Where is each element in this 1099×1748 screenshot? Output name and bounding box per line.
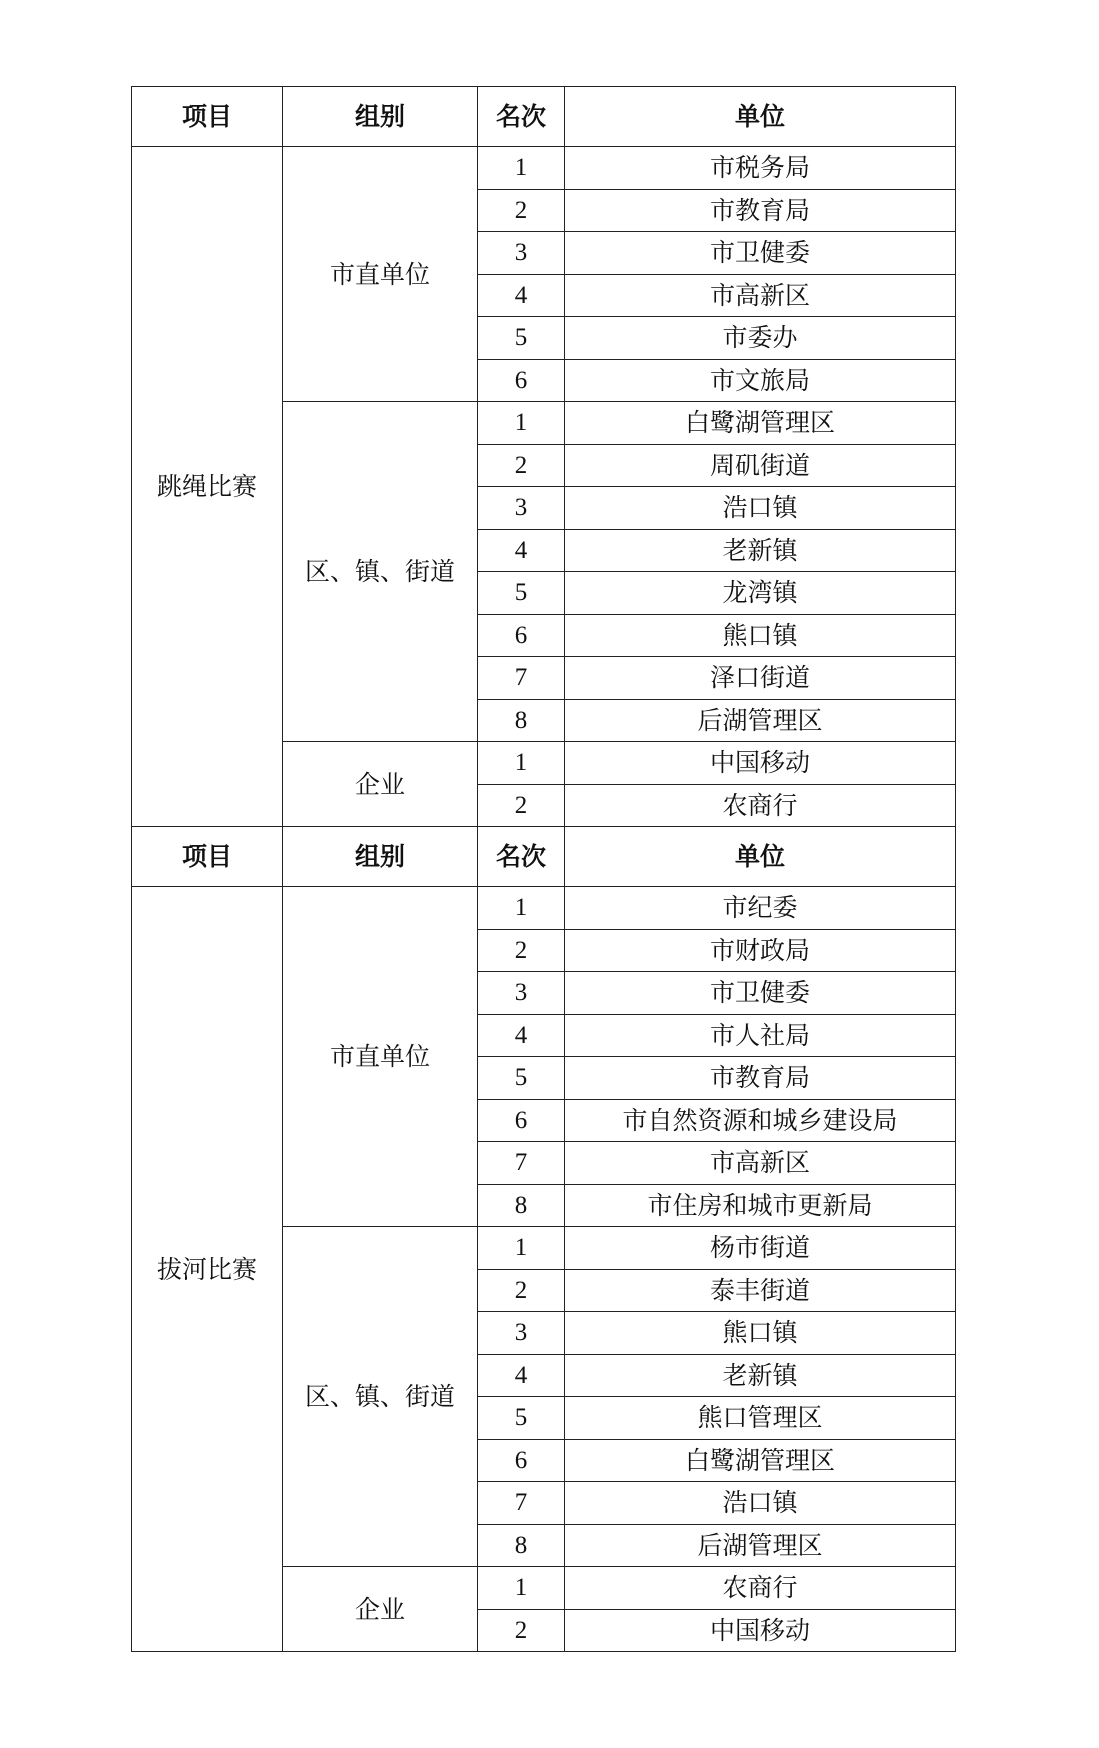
rank-cell: 7 (478, 1482, 565, 1525)
rank-cell: 4 (478, 274, 565, 317)
rank-cell: 1 (478, 402, 565, 445)
rank-cell: 2 (478, 1269, 565, 1312)
rank-cell: 2 (478, 189, 565, 232)
unit-cell: 老新镇 (565, 1354, 956, 1397)
group-cell: 区、镇、街道 (283, 402, 478, 742)
unit-cell: 中国移动 (565, 1609, 956, 1652)
rank-cell: 4 (478, 1014, 565, 1057)
header-group: 组别 (283, 87, 478, 147)
rank-cell: 1 (478, 1567, 565, 1610)
unit-cell: 市教育局 (565, 189, 956, 232)
unit-cell: 市税务局 (565, 147, 956, 190)
unit-cell: 农商行 (565, 784, 956, 827)
rank-cell: 6 (478, 359, 565, 402)
unit-cell: 龙湾镇 (565, 572, 956, 615)
unit-cell: 后湖管理区 (565, 1524, 956, 1567)
unit-cell: 市住房和城市更新局 (565, 1184, 956, 1227)
group-cell: 市直单位 (283, 887, 478, 1227)
unit-cell: 农商行 (565, 1567, 956, 1610)
rank-cell: 1 (478, 147, 565, 190)
rank-cell: 7 (478, 1142, 565, 1185)
unit-cell: 浩口镇 (565, 1482, 956, 1525)
header-unit: 单位 (565, 827, 956, 887)
unit-cell: 熊口镇 (565, 1312, 956, 1355)
unit-cell: 市自然资源和城乡建设局 (565, 1099, 956, 1142)
rank-cell: 2 (478, 1609, 565, 1652)
unit-cell: 周矶街道 (565, 444, 956, 487)
rank-cell: 5 (478, 1397, 565, 1440)
unit-cell: 后湖管理区 (565, 699, 956, 742)
header-row (132, 87, 956, 147)
unit-cell: 泰丰街道 (565, 1269, 956, 1312)
rank-cell: 8 (478, 1524, 565, 1567)
rank-cell: 2 (478, 444, 565, 487)
unit-cell: 市卫健委 (565, 232, 956, 275)
table-row (132, 147, 956, 190)
header-row (132, 827, 956, 887)
rank-cell: 6 (478, 1439, 565, 1482)
rank-cell: 7 (478, 657, 565, 700)
rank-cell: 3 (478, 232, 565, 275)
rank-cell: 1 (478, 1227, 565, 1270)
group-cell: 区、镇、街道 (283, 1227, 478, 1567)
rank-cell: 2 (478, 929, 565, 972)
header-group: 组别 (283, 827, 478, 887)
unit-cell: 市高新区 (565, 1142, 956, 1185)
unit-cell: 泽口街道 (565, 657, 956, 700)
rank-cell: 3 (478, 972, 565, 1015)
project-cell: 跳绳比赛 (132, 147, 283, 827)
rank-cell: 1 (478, 742, 565, 785)
header-rank: 名次 (478, 87, 565, 147)
rank-cell: 5 (478, 1057, 565, 1100)
rank-cell: 2 (478, 784, 565, 827)
group-cell: 企业 (283, 1567, 478, 1652)
unit-cell: 市文旅局 (565, 359, 956, 402)
group-cell: 市直单位 (283, 147, 478, 402)
rank-cell: 3 (478, 1312, 565, 1355)
unit-cell: 白鹭湖管理区 (565, 1439, 956, 1482)
rank-cell: 1 (478, 887, 565, 930)
header-project: 项目 (132, 87, 283, 147)
header-unit: 单位 (565, 87, 956, 147)
unit-cell: 市财政局 (565, 929, 956, 972)
rank-cell: 4 (478, 1354, 565, 1397)
group-cell: 企业 (283, 742, 478, 827)
unit-cell: 浩口镇 (565, 487, 956, 530)
unit-cell: 市高新区 (565, 274, 956, 317)
rank-cell: 3 (478, 487, 565, 530)
header-rank: 名次 (478, 827, 565, 887)
table-body (132, 87, 956, 1652)
rank-cell: 5 (478, 572, 565, 615)
rank-cell: 5 (478, 317, 565, 360)
unit-cell: 熊口镇 (565, 614, 956, 657)
rank-cell: 6 (478, 614, 565, 657)
unit-cell: 市教育局 (565, 1057, 956, 1100)
unit-cell: 熊口管理区 (565, 1397, 956, 1440)
results-table (131, 86, 956, 1652)
rank-cell: 6 (478, 1099, 565, 1142)
unit-cell: 白鹭湖管理区 (565, 402, 956, 445)
table-row (132, 887, 956, 930)
rank-cell: 4 (478, 529, 565, 572)
rank-cell: 8 (478, 699, 565, 742)
header-project: 项目 (132, 827, 283, 887)
unit-cell: 市人社局 (565, 1014, 956, 1057)
unit-cell: 市卫健委 (565, 972, 956, 1015)
project-cell: 拔河比赛 (132, 887, 283, 1652)
unit-cell: 杨市街道 (565, 1227, 956, 1270)
unit-cell: 老新镇 (565, 529, 956, 572)
unit-cell: 中国移动 (565, 742, 956, 785)
unit-cell: 市委办 (565, 317, 956, 360)
unit-cell: 市纪委 (565, 887, 956, 930)
rank-cell: 8 (478, 1184, 565, 1227)
